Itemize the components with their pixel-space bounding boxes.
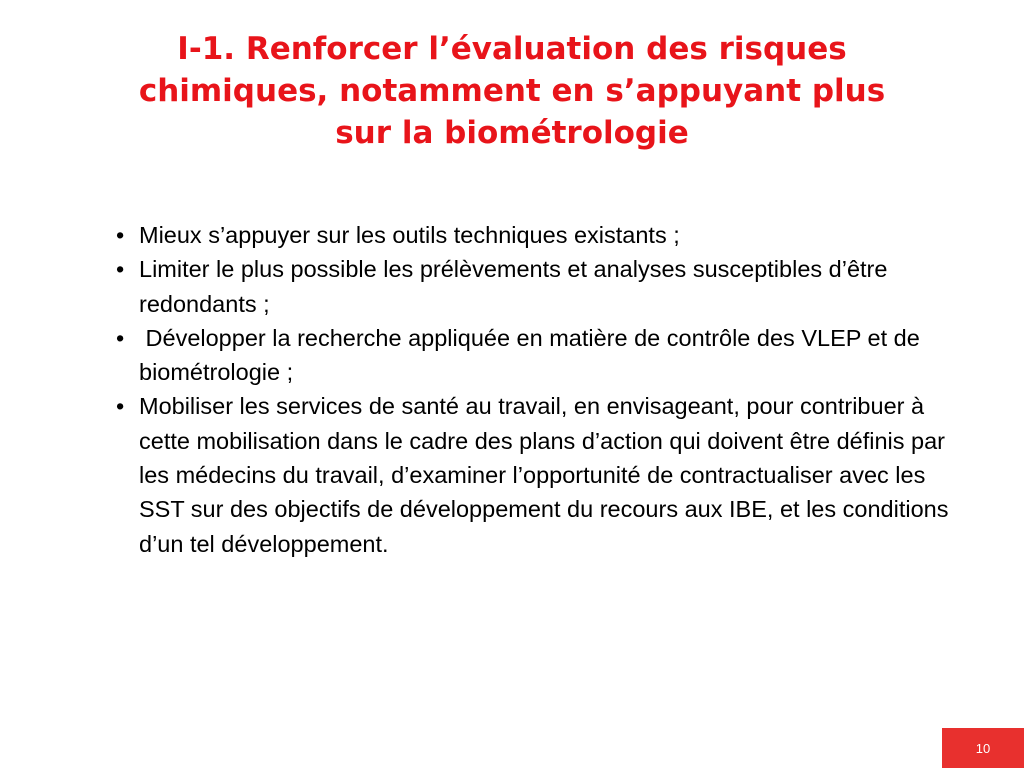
list-item [116,321,966,390]
title-line-3: sur la biométrologie [335,115,689,151]
title-line-1: I-1. Renforcer l’évaluation des risques [177,31,847,67]
list-item-text: Mieux s’appuyer sur les outils techniques existants ; [139,222,680,248]
list-item [116,252,966,321]
list-item-text: Limiter le plus possible les prélèvements et analyses susceptibles d’être redondants ; [139,256,888,317]
page-number: 10 [975,740,991,756]
slide-title [60,28,964,154]
bullet-icon: • [116,222,125,248]
title-line-2: chimiques, notamment en s’appuyant plus [138,73,886,109]
list-item [116,389,966,560]
bullet-icon: • [116,324,125,351]
bullet-icon: • [116,256,125,283]
bullet-icon: • [116,393,125,420]
list-item [116,218,966,252]
bullet-list [116,218,966,561]
page-number-badge [942,728,1024,768]
list-item-text: Développer la recherche appliquée en matière de contrôle des VLEP et de biométrologie ; [139,324,920,386]
list-item-text: Mobiliser les services de santé au travail, en envisageant, pour contribuer à cette mobilisation dans le cadre des plans d’action qui doivent être définis par les médecins du travail, d’examiner l’opportunité de contractualiser avec les SST sur des objectifs de développement du recours aux IBE, et les conditions d’un tel développement. [139,393,949,557]
